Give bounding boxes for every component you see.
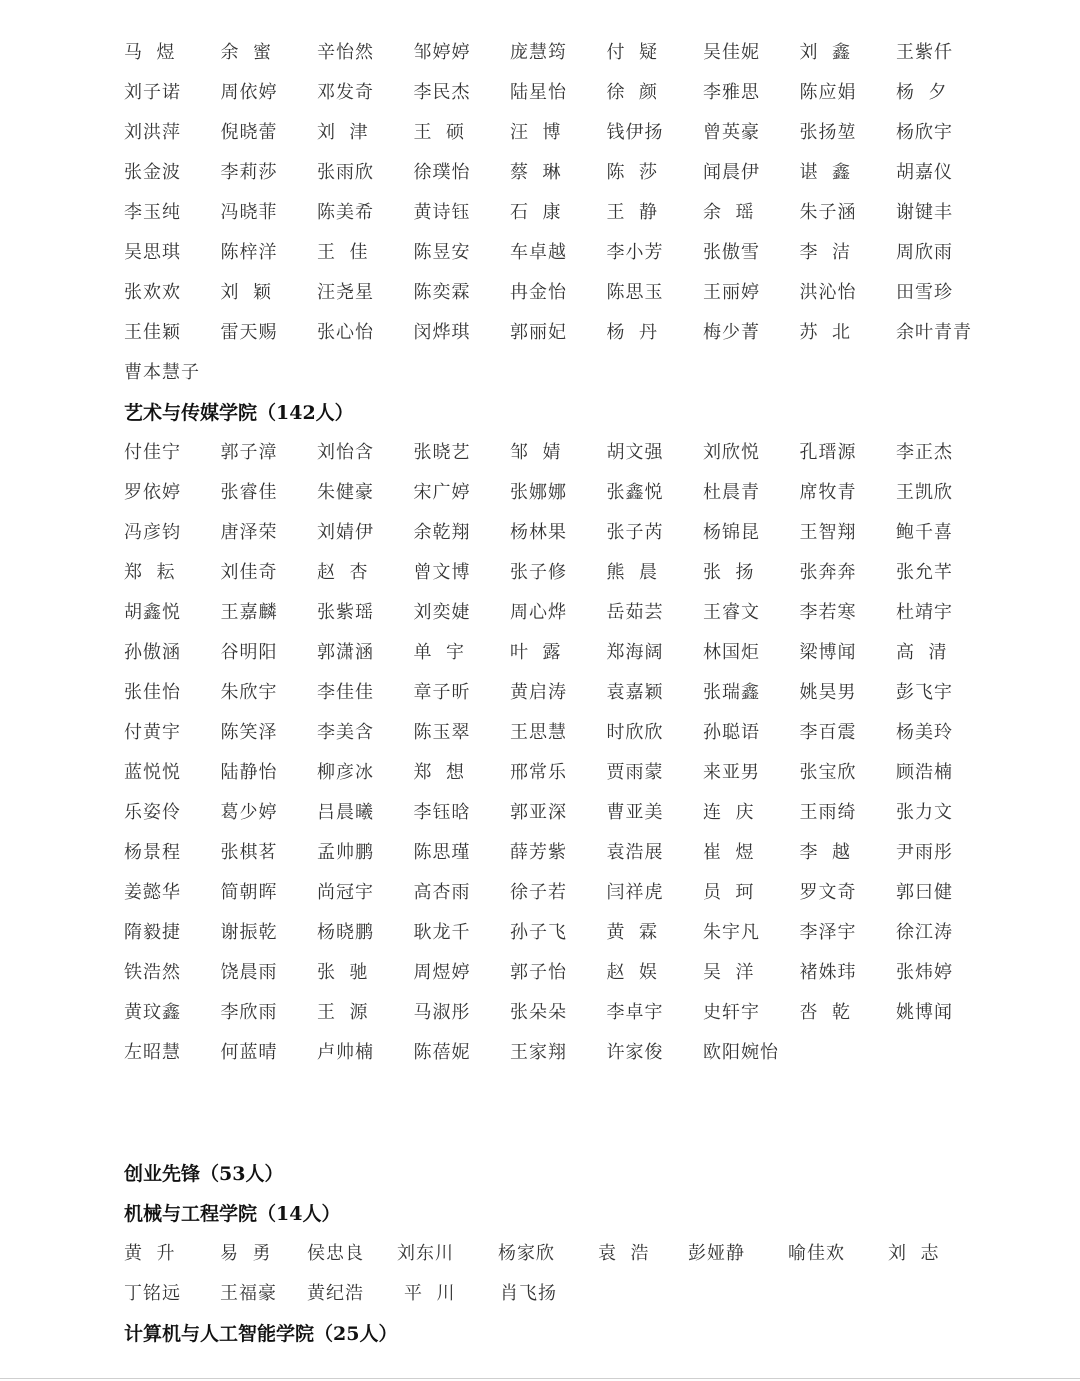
name-item: 左昭慧 bbox=[124, 1042, 181, 1063]
name-item: 陈 莎 bbox=[606, 162, 658, 183]
name-item: 孟帅鹏 bbox=[317, 842, 374, 863]
name-item: 蓝悦悦 bbox=[124, 762, 181, 783]
name-item: 丁铭远 bbox=[124, 1283, 181, 1304]
name-item: 侯忠良 bbox=[307, 1243, 364, 1264]
name-item: 姚昊男 bbox=[799, 682, 857, 703]
name-item: 隋毅捷 bbox=[124, 922, 181, 943]
name-item: 尚冠宇 bbox=[317, 882, 374, 903]
name-item: 王智翔 bbox=[799, 522, 857, 543]
name-item: 员 珂 bbox=[703, 882, 755, 903]
name-item: 陈昱安 bbox=[413, 242, 471, 263]
name-item: 陈美希 bbox=[317, 202, 374, 223]
name-item: 闫祥虎 bbox=[606, 882, 664, 903]
name-item: 袁浩展 bbox=[606, 842, 664, 863]
name-item: 张棋茗 bbox=[220, 842, 278, 863]
name-item: 余叶青青 bbox=[896, 322, 972, 343]
name-item: 郑 耘 bbox=[124, 562, 176, 583]
name-item: 马淑彤 bbox=[413, 1002, 471, 1023]
name-item: 欧阳婉怡 bbox=[703, 1042, 779, 1063]
name-item: 李佳佳 bbox=[317, 682, 374, 703]
name-item: 梅少菁 bbox=[703, 322, 760, 343]
name-item: 刘 志 bbox=[888, 1243, 940, 1264]
name-item: 张娜娜 bbox=[510, 482, 567, 503]
name-item: 李民杰 bbox=[413, 82, 471, 103]
name-item: 薛芳紫 bbox=[510, 842, 567, 863]
name-item: 李钰晗 bbox=[413, 802, 471, 823]
name-item: 何蓝晴 bbox=[220, 1042, 278, 1063]
name-item: 辛怡然 bbox=[317, 42, 374, 63]
name-item: 黄纪浩 bbox=[307, 1283, 364, 1304]
name-item: 郭子漳 bbox=[220, 442, 278, 463]
name-item: 王 源 bbox=[317, 1002, 369, 1023]
name-item: 鲍千喜 bbox=[896, 522, 953, 543]
name-item: 许家俊 bbox=[606, 1042, 664, 1063]
name-item: 张瑞鑫 bbox=[703, 682, 760, 703]
name-item: 黄 霖 bbox=[606, 922, 658, 943]
name-item: 杨晓鹏 bbox=[317, 922, 374, 943]
name-item: 刘 颖 bbox=[220, 282, 272, 303]
name-item: 李若寒 bbox=[799, 602, 857, 623]
name-item: 张傲雪 bbox=[703, 242, 760, 263]
name-item: 王 佳 bbox=[317, 242, 369, 263]
name-item: 杨家欣 bbox=[498, 1243, 555, 1264]
name-item: 易 勇 bbox=[220, 1243, 272, 1264]
name-item: 喻佳欢 bbox=[788, 1243, 845, 1264]
name-item: 刘佳奇 bbox=[220, 562, 278, 583]
name-item: 余乾翔 bbox=[413, 522, 471, 543]
name-item: 朱健豪 bbox=[317, 482, 374, 503]
name-item: 曹亚美 bbox=[606, 802, 664, 823]
name-item: 罗依婷 bbox=[124, 482, 181, 503]
name-item: 李卓宇 bbox=[606, 1002, 664, 1023]
name-item: 李莉莎 bbox=[220, 162, 278, 183]
name-item: 杨 夕 bbox=[896, 82, 948, 103]
name-item: 徐璞怡 bbox=[413, 162, 471, 183]
name-item: 邹婷婷 bbox=[413, 42, 471, 63]
name-item: 王嘉麟 bbox=[220, 602, 278, 623]
name-item: 林国炬 bbox=[703, 642, 760, 663]
name-item: 郭子怡 bbox=[510, 962, 567, 983]
name-item: 王凯欣 bbox=[896, 482, 953, 503]
name-item: 时欣欣 bbox=[606, 722, 664, 743]
name-item: 郭丽妃 bbox=[510, 322, 567, 343]
name-item: 周欣雨 bbox=[896, 242, 953, 263]
name-item: 李玉纯 bbox=[124, 202, 181, 223]
name-item: 冯晓菲 bbox=[220, 202, 278, 223]
name-item: 杜晨青 bbox=[703, 482, 760, 503]
name-item: 余 瑶 bbox=[703, 202, 755, 223]
name-item: 付佳宁 bbox=[124, 442, 181, 463]
section-heading-computer-ai: 计算机与人工智能学院（25人） bbox=[124, 1323, 398, 1345]
name-item: 赵 娱 bbox=[606, 962, 658, 983]
name-item: 王家翔 bbox=[510, 1042, 567, 1063]
name-grid-art-media bbox=[124, 433, 984, 1073]
name-item: 吴佳妮 bbox=[703, 42, 760, 63]
name-item: 李小芳 bbox=[606, 242, 664, 263]
name-item: 葛少婷 bbox=[220, 802, 278, 823]
name-item: 梁博闻 bbox=[799, 642, 857, 663]
name-item: 罗文奇 bbox=[799, 882, 857, 903]
name-item: 宋广婷 bbox=[413, 482, 471, 503]
name-item: 李百震 bbox=[799, 722, 857, 743]
name-item: 杨欣宇 bbox=[896, 122, 953, 143]
name-item: 尹雨彤 bbox=[896, 842, 953, 863]
name-item: 张允芊 bbox=[896, 562, 953, 583]
name-item: 曾文博 bbox=[413, 562, 471, 583]
name-item: 柳彦冰 bbox=[317, 762, 374, 783]
name-item: 李雅思 bbox=[703, 82, 760, 103]
name-item: 顾浩楠 bbox=[896, 762, 953, 783]
name-item: 李欣雨 bbox=[220, 1002, 278, 1023]
name-item: 谢键丰 bbox=[896, 202, 953, 223]
name-item: 杨景程 bbox=[124, 842, 181, 863]
name-item: 张 扬 bbox=[703, 562, 755, 583]
name-item: 陈应娟 bbox=[799, 82, 857, 103]
name-grid-top bbox=[124, 33, 984, 393]
name-item: 陈笑泽 bbox=[220, 722, 278, 743]
name-item: 刘洪萍 bbox=[124, 122, 181, 143]
name-item: 冉金怡 bbox=[510, 282, 567, 303]
name-item: 陈奕霖 bbox=[413, 282, 471, 303]
name-item: 刘 津 bbox=[317, 122, 369, 143]
name-item: 曾英豪 bbox=[703, 122, 760, 143]
name-item: 平 川 bbox=[404, 1283, 456, 1304]
name-item: 郭曰健 bbox=[896, 882, 953, 903]
name-item: 李 洁 bbox=[799, 242, 851, 263]
name-item: 李泽宇 bbox=[799, 922, 857, 943]
name-item: 连 庆 bbox=[703, 802, 755, 823]
name-item: 黄启涛 bbox=[510, 682, 567, 703]
name-item: 叶 露 bbox=[510, 642, 562, 663]
name-item: 谌 鑫 bbox=[799, 162, 851, 183]
name-item: 蔡 琳 bbox=[510, 162, 562, 183]
name-item: 刘东川 bbox=[397, 1243, 454, 1264]
name-item: 王睿文 bbox=[703, 602, 760, 623]
name-item: 车卓越 bbox=[510, 242, 567, 263]
name-item: 杜靖宇 bbox=[896, 602, 953, 623]
name-item: 袁嘉颖 bbox=[606, 682, 664, 703]
name-item: 雷天赐 bbox=[220, 322, 278, 343]
name-item: 杨美玲 bbox=[896, 722, 953, 743]
name-item: 黄诗钰 bbox=[413, 202, 471, 223]
name-item: 余 蜜 bbox=[220, 42, 272, 63]
name-item: 李 越 bbox=[799, 842, 851, 863]
name-item: 刘子诺 bbox=[124, 82, 181, 103]
name-item: 李美含 bbox=[317, 722, 374, 743]
name-item: 王 静 bbox=[606, 202, 658, 223]
name-item: 朱子涵 bbox=[799, 202, 857, 223]
name-item: 彭娅静 bbox=[688, 1243, 745, 1264]
name-item: 马 煜 bbox=[124, 42, 176, 63]
name-item: 章子昕 bbox=[413, 682, 471, 703]
name-item: 徐 颜 bbox=[606, 82, 658, 103]
name-item: 闵烨琪 bbox=[413, 322, 471, 343]
name-item: 田雪珍 bbox=[896, 282, 953, 303]
name-item: 孔瑨源 bbox=[799, 442, 857, 463]
section-heading-art-media: 艺术与传媒学院（142人） bbox=[124, 402, 354, 424]
name-item: 铁浩然 bbox=[124, 962, 181, 983]
name-item: 岳茹芸 bbox=[606, 602, 664, 623]
name-item: 胡嘉仪 bbox=[896, 162, 953, 183]
name-item: 姜懿华 bbox=[124, 882, 181, 903]
section-heading-pioneer: 创业先锋（53人） bbox=[124, 1163, 284, 1185]
name-item: 张力文 bbox=[896, 802, 953, 823]
name-item: 杨林果 bbox=[510, 522, 567, 543]
name-item: 单 宇 bbox=[413, 642, 465, 663]
name-item: 乐姿伶 bbox=[124, 802, 181, 823]
name-item: 张 驰 bbox=[317, 962, 369, 983]
name-item: 张奔奔 bbox=[799, 562, 857, 583]
name-item: 崔 煜 bbox=[703, 842, 755, 863]
page-bottom-divider bbox=[0, 1378, 1080, 1379]
name-item: 胡鑫悦 bbox=[124, 602, 181, 623]
name-item: 熊 晨 bbox=[606, 562, 658, 583]
name-item: 张炜婷 bbox=[896, 962, 953, 983]
name-item: 刘婧伊 bbox=[317, 522, 374, 543]
name-item: 郑 想 bbox=[413, 762, 465, 783]
name-item: 付 疑 bbox=[606, 42, 658, 63]
name-item: 黄 升 bbox=[124, 1243, 176, 1264]
name-item: 陈玉翠 bbox=[413, 722, 471, 743]
name-item: 黄玟鑫 bbox=[124, 1002, 181, 1023]
name-item: 张朵朵 bbox=[510, 1002, 567, 1023]
name-item: 闻晨伊 bbox=[703, 162, 760, 183]
name-item: 来亚男 bbox=[703, 762, 760, 783]
name-item: 唐泽荣 bbox=[220, 522, 278, 543]
name-item: 简朝晖 bbox=[220, 882, 278, 903]
name-item: 邢常乐 bbox=[510, 762, 567, 783]
name-item: 呇 乾 bbox=[799, 1002, 851, 1023]
name-item: 谢振乾 bbox=[220, 922, 278, 943]
name-item: 吴思琪 bbox=[124, 242, 181, 263]
name-item: 卢帅楠 bbox=[317, 1042, 374, 1063]
name-item: 赵 杏 bbox=[317, 562, 369, 583]
name-item: 高 清 bbox=[896, 642, 948, 663]
name-item: 席牧青 bbox=[799, 482, 857, 503]
name-item: 陈思玉 bbox=[606, 282, 664, 303]
name-item: 袁 浩 bbox=[598, 1243, 650, 1264]
name-item: 吴 洋 bbox=[703, 962, 755, 983]
name-item: 饶晨雨 bbox=[220, 962, 278, 983]
name-item: 刘怡含 bbox=[317, 442, 374, 463]
name-item: 庞慧筠 bbox=[510, 42, 567, 63]
name-item: 张睿佳 bbox=[220, 482, 278, 503]
name-item: 陈梓洋 bbox=[220, 242, 278, 263]
name-item: 曹本慧子 bbox=[124, 362, 200, 383]
name-item: 彭飞宇 bbox=[896, 682, 953, 703]
name-item: 洪沁怡 bbox=[799, 282, 857, 303]
name-item: 郭潇涵 bbox=[317, 642, 374, 663]
name-item: 钱伊扬 bbox=[606, 122, 664, 143]
name-item: 邓发奇 bbox=[317, 82, 374, 103]
name-item: 张佳怡 bbox=[124, 682, 181, 703]
name-item: 刘 鑫 bbox=[799, 42, 851, 63]
name-item: 朱宇凡 bbox=[703, 922, 760, 943]
name-item: 张子芮 bbox=[606, 522, 664, 543]
name-item: 张鑫悦 bbox=[606, 482, 664, 503]
name-item: 张宝欣 bbox=[799, 762, 857, 783]
name-item: 张紫瑶 bbox=[317, 602, 374, 623]
name-item: 郑海阔 bbox=[606, 642, 664, 663]
name-item: 刘欣悦 bbox=[703, 442, 760, 463]
name-item: 朱欣宇 bbox=[220, 682, 278, 703]
name-item: 周煜婷 bbox=[413, 962, 471, 983]
name-item: 王紫仟 bbox=[896, 42, 953, 63]
name-item: 王丽婷 bbox=[703, 282, 760, 303]
name-item: 徐子若 bbox=[510, 882, 567, 903]
name-item: 杨锦昆 bbox=[703, 522, 760, 543]
name-item: 史轩宇 bbox=[703, 1002, 760, 1023]
name-item: 刘奕婕 bbox=[413, 602, 471, 623]
name-item: 王思慧 bbox=[510, 722, 567, 743]
name-item: 肖飞扬 bbox=[500, 1283, 557, 1304]
name-item: 张雨欣 bbox=[317, 162, 374, 183]
name-item: 褚姝玮 bbox=[799, 962, 857, 983]
name-item: 汪尧星 bbox=[317, 282, 374, 303]
name-item: 李正杰 bbox=[896, 442, 953, 463]
name-item: 苏 北 bbox=[799, 322, 851, 343]
name-item: 石 康 bbox=[510, 202, 562, 223]
name-item: 孙傲涵 bbox=[124, 642, 181, 663]
section-heading-mechanical: 机械与工程学院（14人） bbox=[124, 1203, 341, 1225]
name-item: 周依婷 bbox=[220, 82, 278, 103]
name-item: 王福豪 bbox=[220, 1283, 277, 1304]
name-item: 孙子飞 bbox=[510, 922, 567, 943]
name-item: 邹 婧 bbox=[510, 442, 562, 463]
name-item: 倪晓蕾 bbox=[220, 122, 278, 143]
name-item: 高杏雨 bbox=[413, 882, 471, 903]
name-item: 张心怡 bbox=[317, 322, 374, 343]
name-item: 陈蓓妮 bbox=[413, 1042, 471, 1063]
name-item: 汪 博 bbox=[510, 122, 562, 143]
name-item: 张子修 bbox=[510, 562, 567, 583]
name-item: 姚博闻 bbox=[896, 1002, 953, 1023]
name-item: 张欢欢 bbox=[124, 282, 181, 303]
name-item: 王佳颖 bbox=[124, 322, 181, 343]
name-item: 付黄宇 bbox=[124, 722, 181, 743]
name-item: 冯彦钧 bbox=[124, 522, 181, 543]
name-item: 徐江涛 bbox=[896, 922, 953, 943]
name-item: 张扬堃 bbox=[799, 122, 857, 143]
name-item: 孙聪语 bbox=[703, 722, 760, 743]
name-item: 王雨绮 bbox=[799, 802, 857, 823]
name-item: 郭亚深 bbox=[510, 802, 567, 823]
name-item: 陆静怡 bbox=[220, 762, 278, 783]
name-item: 贾雨蒙 bbox=[606, 762, 664, 783]
name-item: 周心烨 bbox=[510, 602, 567, 623]
name-item: 张金波 bbox=[124, 162, 181, 183]
name-item: 陈思瑾 bbox=[413, 842, 471, 863]
name-item: 耿龙千 bbox=[413, 922, 471, 943]
name-item: 吕晨曦 bbox=[317, 802, 374, 823]
name-item: 王 硕 bbox=[413, 122, 465, 143]
name-item: 张晓艺 bbox=[413, 442, 471, 463]
name-item: 胡文强 bbox=[606, 442, 664, 463]
name-item: 陆星怡 bbox=[510, 82, 567, 103]
name-item: 谷明阳 bbox=[220, 642, 278, 663]
name-item: 杨 丹 bbox=[606, 322, 658, 343]
